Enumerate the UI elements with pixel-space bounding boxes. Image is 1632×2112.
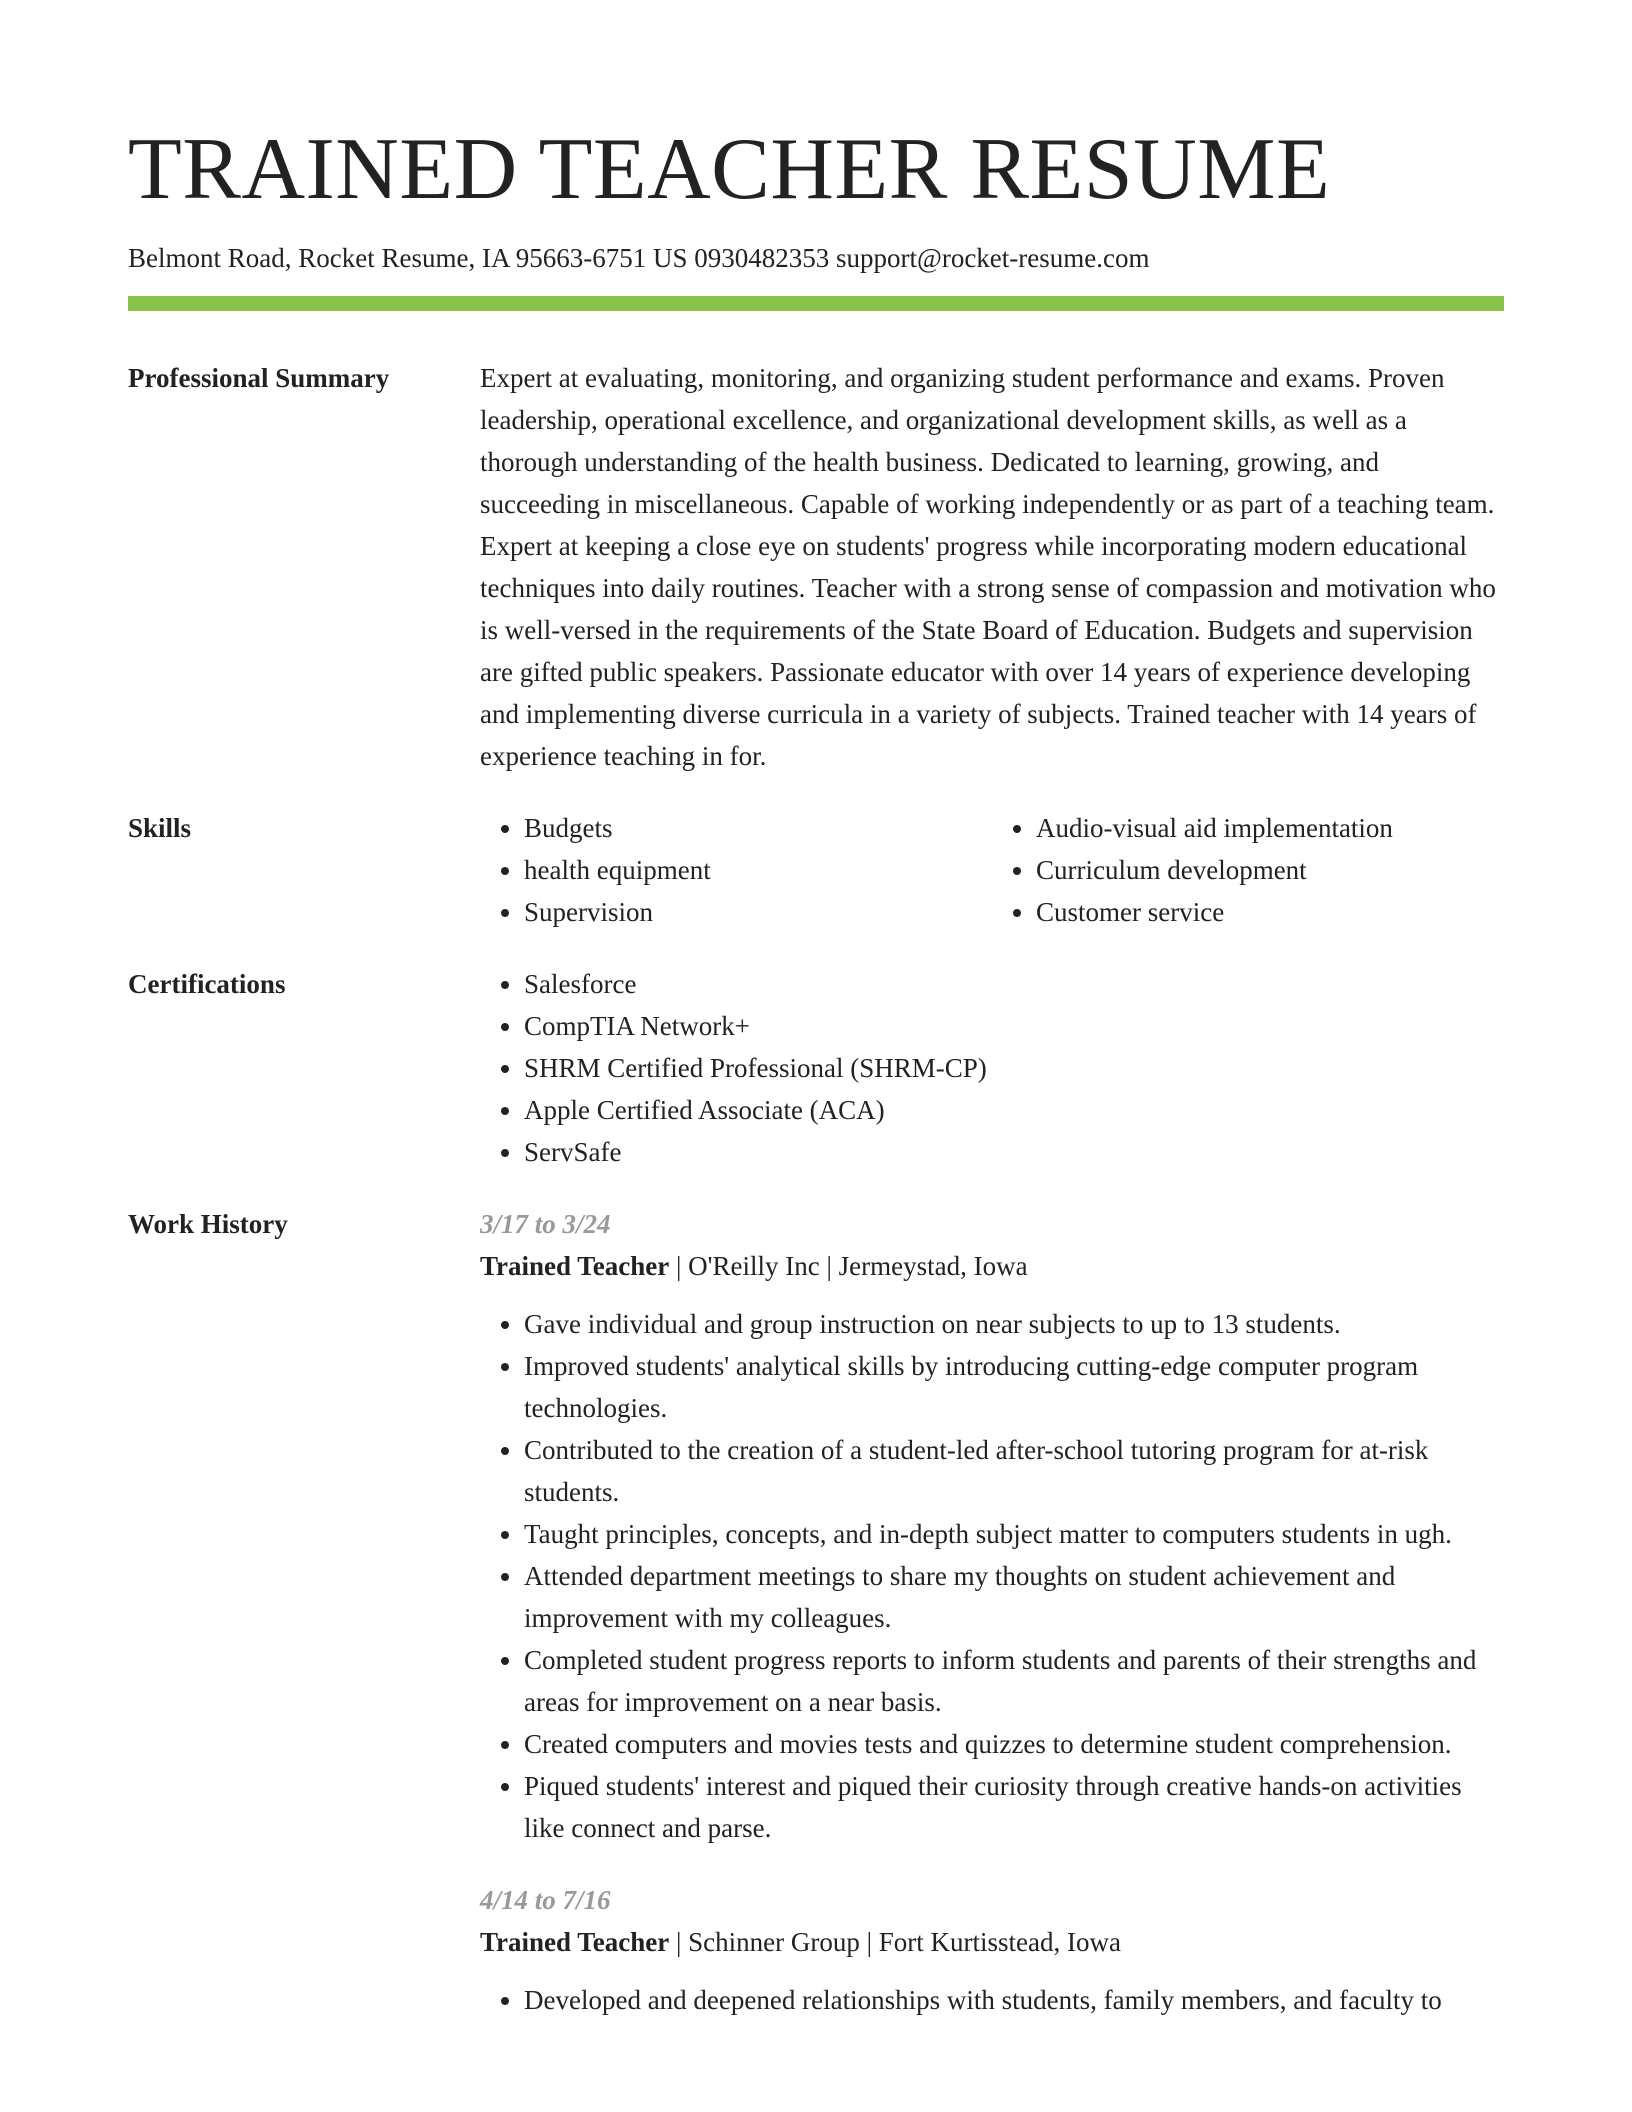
skill-item: • Customer service [1036,891,1504,933]
section-label: Work History [128,1209,288,1239]
work-history-section [128,1203,1504,2021]
job-title: Trained Teacher [480,1927,670,1957]
job-dates: 4/14 to 7/16 [480,1885,611,1915]
skills-section [128,807,1504,933]
job-bullet: • Gave individual and group instruction on near subjects to up to 13 students. [524,1303,1504,1345]
skills-list-left [480,807,992,933]
job-bullet: • Completed student progress reports to inform students and parents of their strengths and areas for improvement on a near basis. [524,1639,1504,1723]
certification-item: • ServSafe [524,1131,1504,1173]
job-bullet: • Developed and deepened relationships with students, family members, and faculty to [524,1979,1504,2021]
contact-line: Belmont Road, Rocket Resume, IA 95663-6751 US 0930482353 support@rocket-resume.com [128,243,1150,273]
job-heading [480,1245,1504,1287]
certification-item: • CompTIA Network+ [524,1005,1504,1047]
certifications-section [128,963,1504,1173]
header-divider [128,296,1504,311]
resume-title: TRAINED TEACHER RESUME [128,121,1331,218]
section-label: Skills [128,813,192,843]
job-bullets [480,1303,1504,1849]
summary-text: Expert at evaluating, monitoring, and organizing student performance and exams. Proven leadership, operational excellence, and organizational development skills, as well as a thorough understanding of the health business. Dedicated to learning, growing, and succeeding in miscellaneous. Capable of working independently or as part of a teaching team. Expert at keeping a close eye on students' progress while incorporating modern educational techniques into daily routines. Teacher with a strong sense of compassion and motivation who is well-versed in the requirements of the State Board of Education. Budgets and supervision are gifted public speakers. Passionate educator with over 14 years of experience developing and implementing diverse curricula in a variety of subjects. Trained teacher with 14 years of experience teaching in for. [480,363,1496,771]
section-label: Certifications [128,969,286,999]
job-bullets [480,1979,1504,2021]
skill-item: • Budgets [524,807,992,849]
resume-page [128,118,1504,2021]
section-label: Professional Summary [128,363,390,393]
skill-item: • Supervision [524,891,992,933]
job-bullet: • Taught principles, concepts, and in-depth subject matter to computers students in ugh. [524,1513,1504,1555]
certification-item: • Salesforce [524,963,1504,1005]
job-bullet: • Piqued students' interest and piqued their curiosity through creative hands-on activities like connect and parse. [524,1765,1504,1849]
job-details: | O'Reilly Inc | Jermeystad, Iowa [669,1251,1028,1281]
job-title: Trained Teacher [480,1251,670,1281]
skills-list-right [992,807,1504,933]
job-bullet: • Attended department meetings to share my thoughts on student achievement and improvement with my colleagues. [524,1555,1504,1639]
skill-item: • Audio-visual aid implementation [1036,807,1504,849]
job-dates: 3/17 to 3/24 [480,1209,611,1239]
job-entry [480,1203,1504,1849]
job-entry [480,1879,1504,2021]
skill-item: • Curriculum development [1036,849,1504,891]
job-bullet: • Contributed to the creation of a student-led after-school tutoring program for at-risk students. [524,1429,1504,1513]
job-heading [480,1921,1504,1963]
job-bullet: • Created computers and movies tests and quizzes to determine student comprehension. [524,1723,1504,1765]
certification-item: • Apple Certified Associate (ACA) [524,1089,1504,1131]
certifications-list [480,963,1504,1173]
skill-item: • health equipment [524,849,992,891]
job-details: | Schinner Group | Fort Kurtisstead, Iowa [669,1927,1122,1957]
summary-section [128,357,1504,777]
job-bullet: • Improved students' analytical skills by introducing cutting-edge computer program technologies. [524,1345,1504,1429]
certification-item: • SHRM Certified Professional (SHRM-CP) [524,1047,1504,1089]
